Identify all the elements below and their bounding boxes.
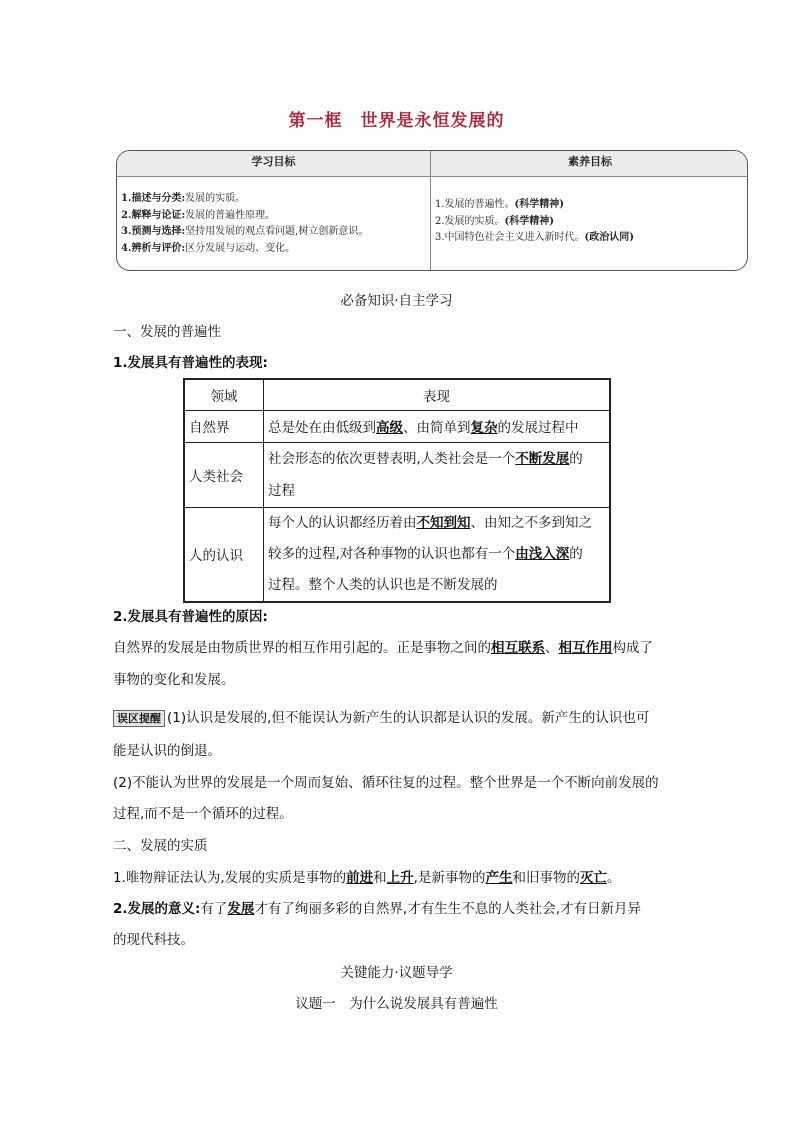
list-item: 1.发展的普遍性。(科学精神) — [435, 199, 565, 210]
subheading-reason: 2.发展具有普遍性的原因: — [113, 609, 268, 625]
list-item: 4.辨析与评价:区分发展与运动、变化。 — [121, 242, 296, 254]
table-row — [184, 507, 610, 602]
section-title-knowledge: 必备知识·自主学习 — [340, 293, 453, 309]
literacy-goals-list — [435, 197, 634, 247]
essence-text: 1.唯物辩证法认为,发展的实质是事物的前进和上升,是新事物的产生和旧事物的灭亡。 — [113, 870, 621, 886]
page-title: 第一框 世界是永恒发展的 — [288, 111, 505, 131]
section-title-ability: 关键能力·议题导学 — [340, 965, 453, 981]
subheading-manifestation: 1.发展具有普遍性的表现: — [113, 355, 268, 371]
heading-universality: 一、发展的普遍性 — [113, 324, 221, 340]
table-cell: 人的认识 — [184, 507, 264, 602]
mistake-text-2: (2)不能认为世界的发展是一个周而复始、循环往复的过程。整个世界是一个不断向前发展的 — [113, 775, 659, 791]
heading-essence: 二、发展的实质 — [113, 838, 208, 854]
table-header-cell: 表现 — [264, 379, 611, 410]
table-cell: 社会形态的依次更替表明,人类社会是一个不断发展的 过程 — [264, 442, 611, 507]
meaning-text-cont: 的现代科技。 — [113, 932, 194, 948]
table-cell: 总是处在由低级到高级、由简单到复杂的发展过程中 — [264, 410, 611, 442]
table-row — [184, 442, 610, 507]
objectives-box — [116, 150, 748, 271]
table-header-cell: 领域 — [184, 379, 264, 410]
mistake-text-1: 误区提醒 (1)认识是发展的,但不能误认为新产生的认识都是认识的发展。新产生的认识也可 — [113, 708, 649, 728]
topic-one-title: 议题一 为什么说发展具有普遍性 — [295, 996, 498, 1012]
list-item: 2.发展的实质。(科学精神) — [435, 215, 555, 227]
table-cell: 自然界 — [184, 410, 264, 442]
list-item: 3.中国特色社会主义进入新时代。(政治认同) — [435, 232, 635, 243]
table-cell: 人类社会 — [184, 442, 264, 507]
meaning-text: 2.发展的意义:有了发展才有了绚丽多彩的自然界,才有生生不息的人类社会,才有日新月异 — [113, 901, 642, 917]
learning-goals-header: 学习目标 — [117, 151, 430, 177]
list-item: 1.描述与分类:发展的实质。 — [121, 193, 246, 204]
list-item: 3.预测与选择:坚持用发展的观点看问题,树立创新意识。 — [121, 226, 369, 237]
list-item: 2.解释与论证:发展的普遍性原理。 — [121, 209, 276, 221]
learning-goals-list — [121, 191, 368, 257]
table-cell: 每个人的认识都经历着由不知到知、由知之不多到知之 较多的过程,对各种事物的认识也都有一个由浅入深的 过程。整个人类的认识也是不断发展的 — [264, 507, 611, 602]
mistake-tag: 误区提醒 — [113, 710, 165, 727]
mistake-text-1-cont: 能是认识的倒退。 — [113, 743, 221, 759]
reason-text: 自然界的发展是由物质世界的相互作用引起的。正是事物之间的相互联系、相互作用构成了 — [113, 640, 653, 656]
mistake-text-2-cont: 过程,而不是一个循环的过程。 — [113, 806, 293, 822]
manifestation-table — [183, 378, 611, 603]
reason-text-cont: 事物的变化和发展。 — [113, 672, 235, 688]
table-row — [184, 379, 610, 410]
table-row — [184, 410, 610, 442]
literacy-goals-header: 素养目标 — [431, 151, 748, 177]
